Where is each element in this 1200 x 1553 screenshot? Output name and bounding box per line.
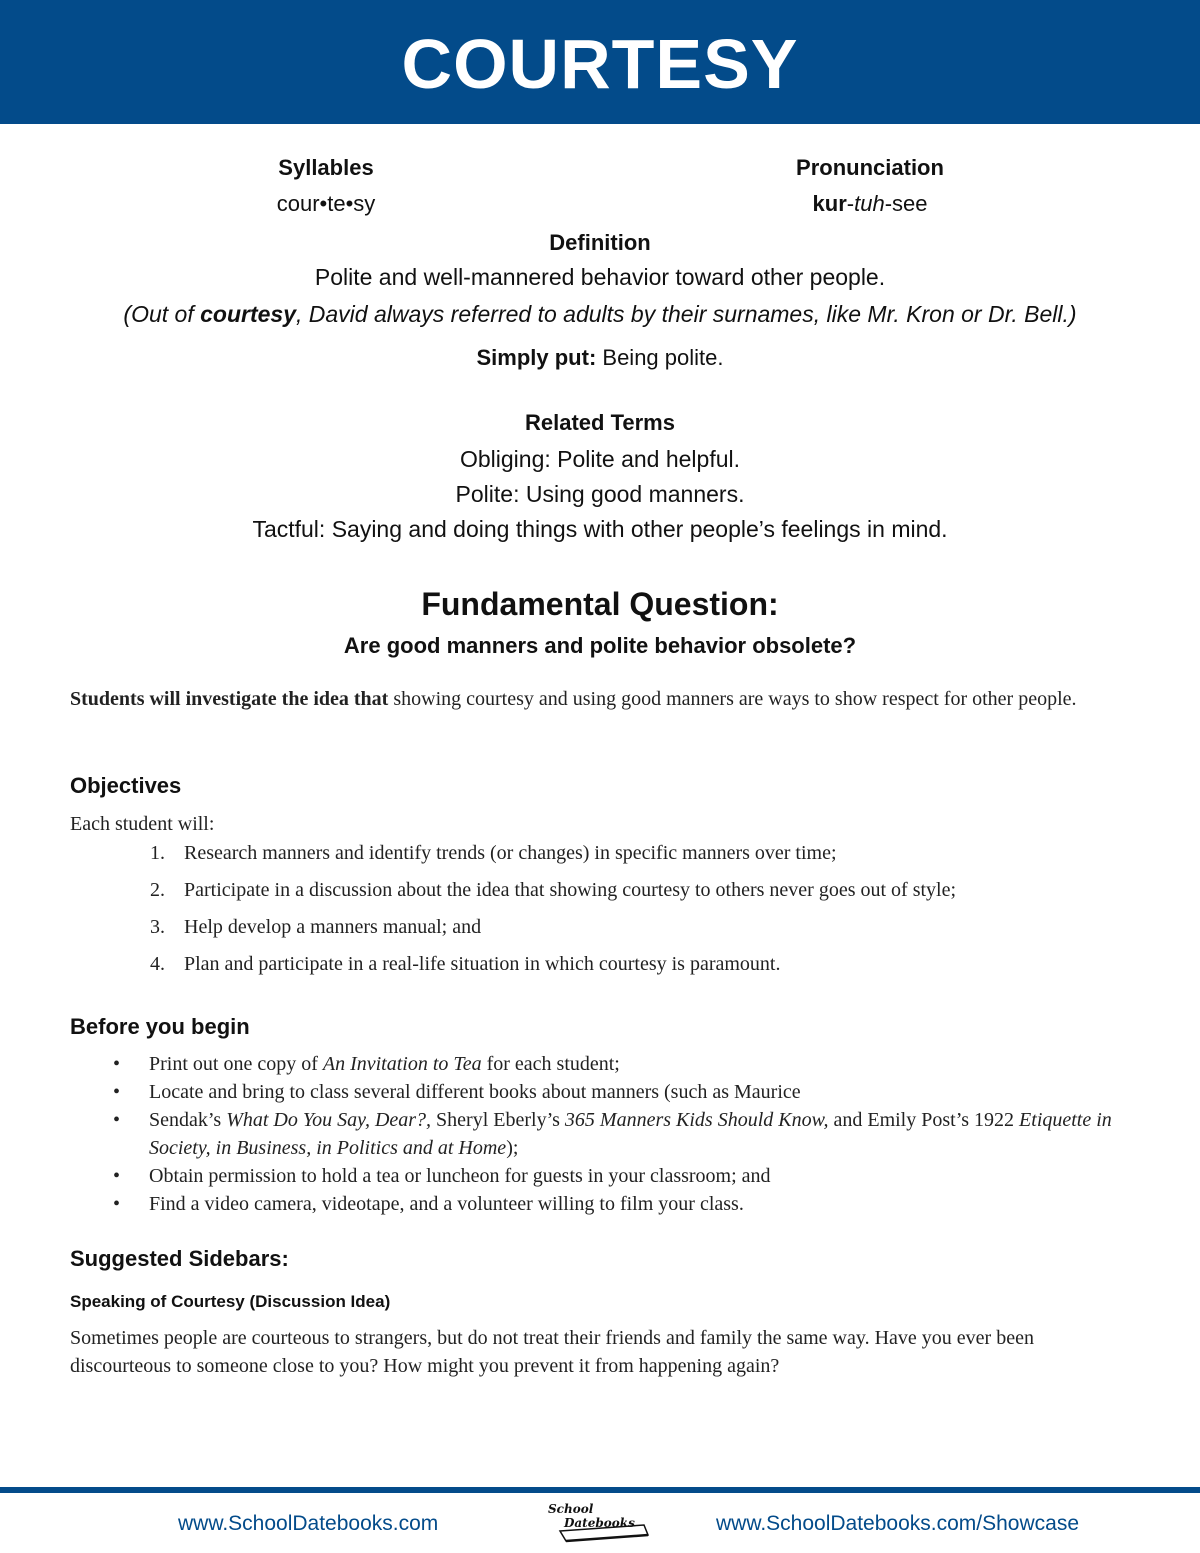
- list-item: [70, 1106, 1150, 1162]
- pronunciation-label: Pronunciation: [796, 155, 944, 180]
- item-text: Locate and bring to class several different books about manners (such as Maurice: [149, 1081, 801, 1103]
- related-term-2: Polite: Using good manners.: [455, 481, 745, 507]
- pronunciation-rest: -see: [884, 191, 928, 216]
- simply-put-label: Simply put:: [476, 345, 597, 370]
- example-bold: courtesy: [200, 301, 296, 327]
- fundamental-question: Are good manners and polite behavior obsolete?: [343, 633, 857, 658]
- bullet: •: [113, 1193, 121, 1215]
- item-text: Obtain permission to hold a tea or luncheon for guests in your classroom; and: [149, 1165, 771, 1187]
- item-text: Participate in a discussion about the idea that showing courtesy to others never goes out of style;: [184, 879, 957, 901]
- footer-link-showcase[interactable]: www.SchoolDatebooks.com/Showcase: [716, 1512, 1080, 1535]
- logo-text-bottom: Datebooks: [564, 1516, 635, 1530]
- objectives-intro: Each student will:: [70, 813, 215, 835]
- item-text: Sendak’s: [149, 1109, 227, 1131]
- item-number: 1.: [150, 842, 165, 864]
- bullet: •: [113, 1053, 121, 1075]
- bullet: •: [113, 1109, 121, 1131]
- item-text: Print out one copy of: [149, 1053, 323, 1075]
- list-item: [70, 1162, 1150, 1190]
- before-list: [70, 1050, 1150, 1218]
- objectives-heading: Objectives: [70, 773, 182, 798]
- before-heading: Before you begin: [70, 1014, 250, 1039]
- item-number: 2.: [150, 879, 165, 901]
- objectives-list: [70, 839, 1150, 987]
- definition-text: Polite and well-mannered behavior toward other people.: [314, 264, 886, 290]
- sidebars-subheading: Speaking of Courtesy (Discussion Idea): [70, 1292, 391, 1311]
- example-post: , David always referred to adults by their surnames, like Mr. Kron or Dr. Bell.): [296, 301, 1077, 327]
- pronunciation-block: [670, 154, 1070, 218]
- list-item: [70, 839, 1150, 876]
- item-number: 4.: [150, 953, 165, 975]
- definition-label: Definition: [549, 230, 651, 255]
- pronunciation-stress: kur: [812, 191, 847, 216]
- fundamental-question-title: Fundamental Question:: [421, 586, 779, 622]
- pronunciation-italic: tuh: [854, 191, 885, 216]
- bullet: •: [113, 1165, 121, 1187]
- item-title: 365 Manners Kids Should Know,: [564, 1109, 829, 1131]
- item-text: Sheryl Eberly’s: [431, 1109, 565, 1131]
- item-text: Help develop a manners manual; and: [184, 916, 482, 938]
- item-text: );: [506, 1137, 519, 1159]
- item-text: Research manners and identify trends (or changes) in specific manners over time;: [184, 842, 837, 864]
- list-item: [70, 1078, 1150, 1106]
- list-item: [70, 1190, 1150, 1218]
- sidebars-heading: Suggested Sidebars:: [70, 1246, 289, 1271]
- sidebars-text: Sometimes people are courteous to strangers, but do not treat their friends and family the same way. Have you ever been discourteous to someone close to you? How might you prevent it from happening again?: [70, 1327, 1034, 1377]
- item-title: An Invitation to Tea: [322, 1053, 482, 1075]
- item-number: 3.: [150, 916, 165, 938]
- logo-book-spine: [566, 1535, 648, 1541]
- investigate-paragraph: [70, 685, 1130, 713]
- pronunciation-sep: -: [846, 191, 855, 216]
- page-title: COURTESY: [401, 25, 799, 103]
- footer-link-home[interactable]: www.SchoolDatebooks.com: [178, 1512, 439, 1535]
- investigate-bold: Students will investigate the idea that: [70, 688, 389, 710]
- item-text: Plan and participate in a real-life situation in which courtesy is paramount.: [184, 953, 781, 975]
- related-terms-label: Related Terms: [525, 410, 675, 435]
- example-pre: (Out of: [123, 301, 201, 327]
- list-item: [70, 913, 1150, 950]
- syllables-value: cour•te•sy: [276, 191, 376, 216]
- footer-rule: [0, 1487, 1200, 1493]
- item-text: and Emily Post’s 1922: [828, 1109, 1020, 1131]
- logo-text-top: School: [548, 1502, 594, 1516]
- list-item: [70, 1050, 1150, 1078]
- bullet: •: [113, 1081, 121, 1103]
- item-text: for each student;: [481, 1053, 620, 1075]
- investigate-text: showing courtesy and using good manners are ways to show respect for other people.: [388, 688, 1077, 710]
- school-datebooks-logo: [540, 1495, 660, 1545]
- related-term-1: Obliging: Polite and helpful.: [459, 446, 741, 472]
- syllables-label: Syllables: [278, 155, 374, 180]
- title-banner: [0, 0, 1200, 124]
- simply-put: [0, 344, 1200, 372]
- pronunciation-value: [670, 190, 1070, 218]
- related-term-3: Tactful: Saying and doing things with other people’s feelings in mind.: [252, 516, 948, 542]
- list-item: [70, 950, 1150, 987]
- definition-example: [0, 300, 1200, 328]
- item-text: Find a video camera, videotape, and a volunteer willing to film your class.: [149, 1193, 744, 1215]
- simply-put-text: Being polite.: [596, 345, 724, 370]
- list-item: [70, 876, 1150, 913]
- item-title: Etiquette in Society, in Business, in Politics and at Home: [149, 1109, 1112, 1159]
- syllables-block: [126, 154, 526, 218]
- item-title: What Do You Say, Dear?,: [226, 1109, 432, 1131]
